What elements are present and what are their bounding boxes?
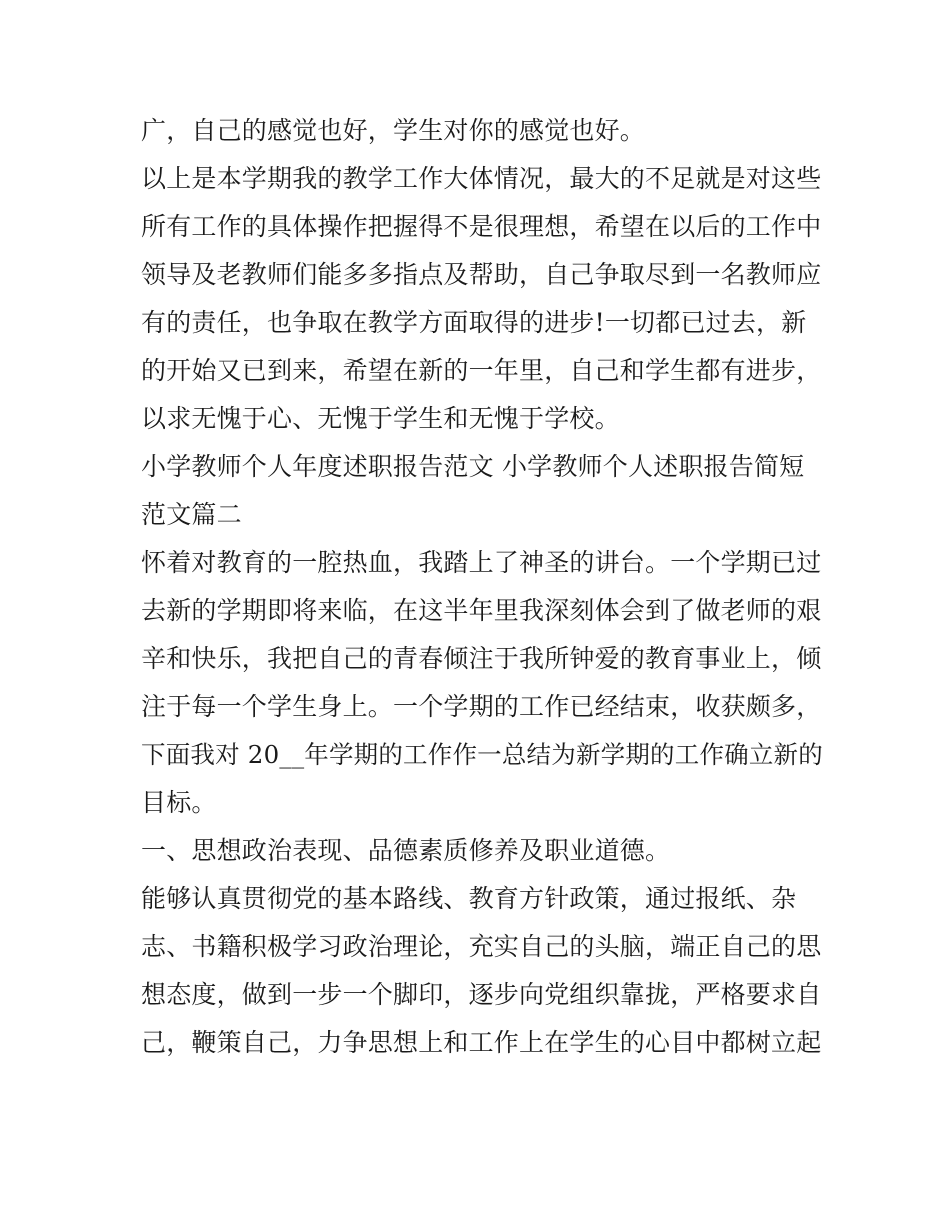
section-heading-line: 小学教师个人年度述职报告范文 小学教师个人述职报告简短 [141, 452, 805, 481]
text-line: 所有工作的具体操作把握得不是很理想，希望在以后的工作中 [141, 212, 822, 241]
text-line: 目标。 [141, 788, 217, 817]
text-line: 注于每一个学生身上。一个学期的工作已经结束，收获颇多， [141, 692, 822, 721]
text-line: 去新的学期即将来临，在这半年里我深刻体会到了做老师的艰 [141, 596, 822, 625]
subsection-heading-line: 一、思想政治表现、品德素质修养及职业道德。 [141, 836, 671, 865]
text-line: 的开始又已到来，希望在新的一年里，自己和学生都有进步， [141, 356, 822, 385]
text-line: 想态度，做到一步一个脚印，逐步向党组织靠拢，严格要求自 [141, 980, 822, 1009]
text-line: 下面我对 20__年学期的工作作一总结为新学期的工作确立新的 [141, 740, 823, 769]
text-line: 怀着对教育的一腔热血，我踏上了神圣的讲台。一个学期已过 [141, 548, 822, 577]
text-line: 以上是本学期我的教学工作大体情况，最大的不足就是对这些 [141, 164, 822, 193]
text-line: 志、书籍积极学习政治理论，充实自己的头脑，端正自己的思 [141, 932, 822, 961]
document-body [141, 107, 821, 1067]
text-line: 领导及老教师们能多多指点及帮助，自己争取尽到一名教师应 [141, 260, 822, 289]
text-line: 以求无愧于心、无愧于学生和无愧于学校。 [141, 404, 620, 433]
text-line: 己，鞭策自己，力争思想上和工作上在学生的心目中都树立起 [141, 1028, 822, 1057]
text-line: 能够认真贯彻党的基本路线、教育方针政策，通过报纸、杂 [141, 884, 797, 913]
text-line: 有的责任，也争取在教学方面取得的进步!一切都已过去，新 [141, 308, 807, 337]
text-line: 广，自己的感觉也好，学生对你的感觉也好。 [141, 116, 646, 145]
text-line: 辛和快乐，我把自己的青春倾注于我所钟爱的教育事业上，倾 [141, 644, 822, 673]
section-heading-line: 范文篇二 [141, 500, 242, 529]
